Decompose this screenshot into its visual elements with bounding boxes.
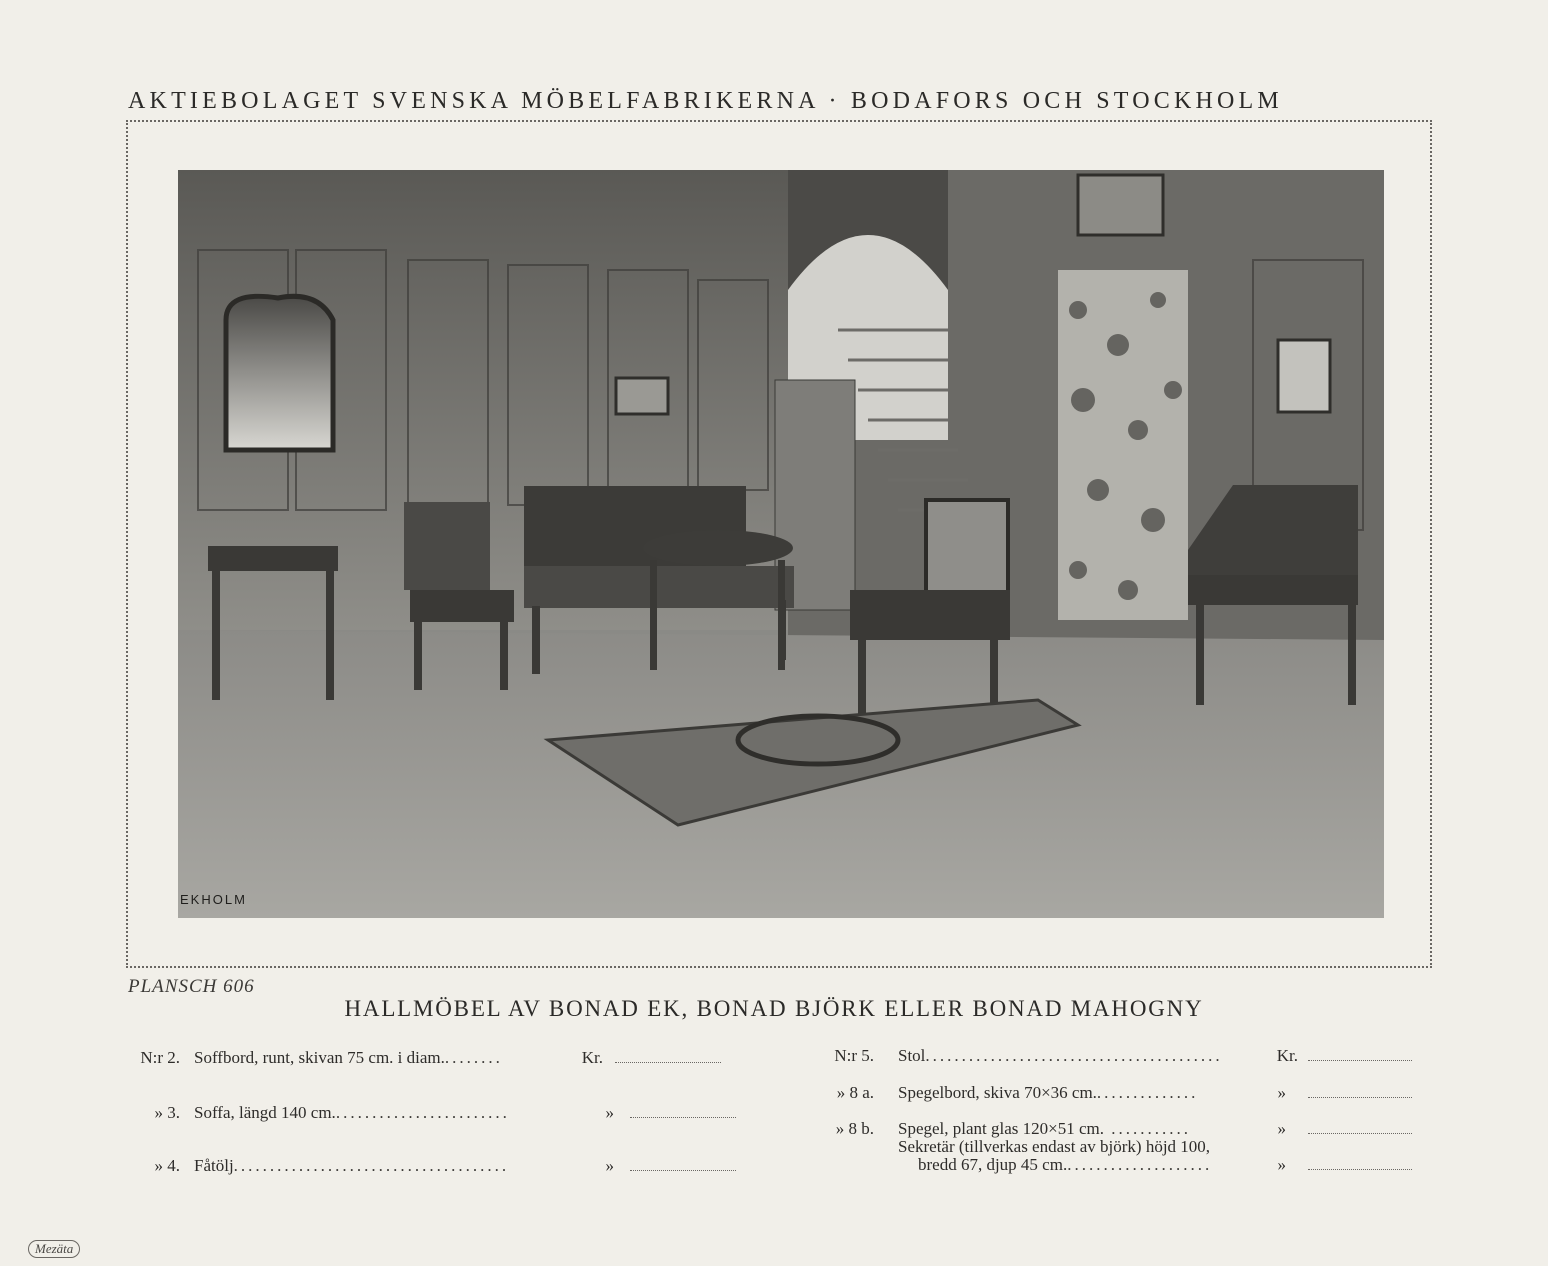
item-number: N:r 2.	[140, 1048, 180, 1067]
item-price-label: »	[1277, 1155, 1286, 1174]
price-blank	[630, 1156, 736, 1171]
price-blank	[630, 1103, 736, 1118]
price-blank	[615, 1048, 721, 1063]
list-item	[918, 1155, 1412, 1175]
item-price-label: »	[605, 1156, 614, 1175]
list-item	[130, 1156, 736, 1176]
secretary-description-line1: Sekretär (tillverkas endast av björk) höjd 100,	[898, 1137, 1211, 1156]
list-item	[130, 1048, 721, 1068]
list-item	[130, 1103, 736, 1123]
list-item	[818, 1046, 1412, 1066]
hall-interior-illustration	[178, 170, 1384, 918]
item-description: Fåtölj......................................	[194, 1156, 510, 1175]
artist-signature: EKHOLM	[180, 892, 247, 907]
item-number: » 3.	[154, 1103, 180, 1122]
plate-number: PLANSCH 606	[128, 976, 255, 997]
price-blank	[1308, 1119, 1412, 1134]
price-blank	[1308, 1046, 1412, 1061]
item-description: Stol.........................................	[898, 1046, 1223, 1065]
item-price-label: Kr.	[581, 1048, 603, 1067]
item-description: Spegelbord, skiva 70×36 cm...............	[898, 1083, 1199, 1102]
item-number: » 8 a.	[836, 1083, 874, 1102]
item-description: Spegel, plant glas 120×51 cm. ...........	[898, 1119, 1192, 1138]
item-number: N:r 5.	[834, 1046, 874, 1065]
item-price-label: »	[1277, 1119, 1286, 1138]
page-title: HALLMÖBEL AV BONAD EK, BONAD BJÖRK ELLER BONAD MAHOGNY	[344, 996, 1204, 1021]
item-price-label: »	[605, 1103, 614, 1122]
item-price-label: »	[1277, 1083, 1286, 1102]
price-blank	[1308, 1155, 1412, 1170]
item-number: » 4.	[154, 1156, 180, 1175]
item-number: » 8 b.	[835, 1119, 874, 1138]
price-blank	[1308, 1083, 1412, 1098]
company-header: AKTIEBOLAGET SVENSKA MÖBELFABRIKERNA · BODAFORS OCH STOCKHOLM	[128, 88, 1283, 114]
list-item	[818, 1119, 1412, 1139]
list-item	[818, 1083, 1412, 1103]
item-description: bredd 67, djup 45 cm.....................	[918, 1155, 1213, 1174]
printer-mark: Mezäta	[28, 1240, 80, 1258]
item-description: Soffa, längd 140 cm.........................	[194, 1103, 510, 1122]
item-price-label: Kr.	[1276, 1046, 1298, 1065]
item-description: Soffbord, runt, skivan 75 cm. i diam.........	[194, 1048, 503, 1067]
